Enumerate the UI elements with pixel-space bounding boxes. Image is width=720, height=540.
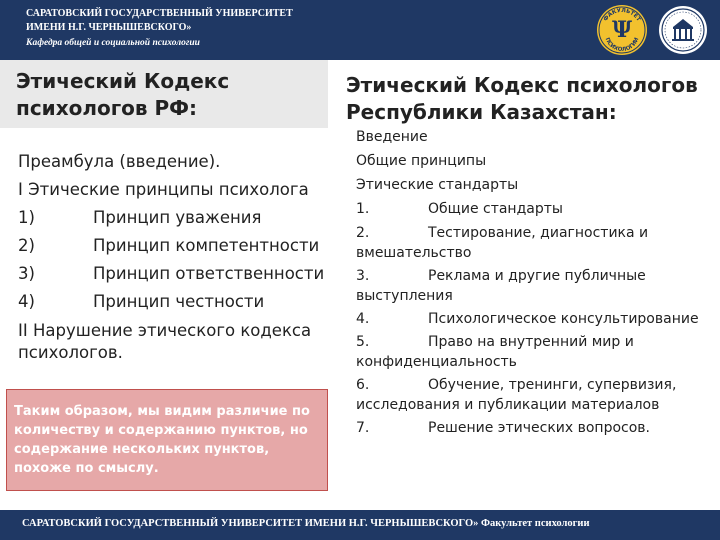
item-number: 4) xyxy=(18,292,35,311)
left-column-title: Этический Кодекс психологов РФ: xyxy=(16,69,230,120)
item-number: 4. xyxy=(356,311,370,327)
item-text: Принцип честности xyxy=(93,292,265,311)
footer-bar xyxy=(0,510,720,540)
item-text: Обучение, тренинги, супервизия, исследования и публикации материалов xyxy=(356,377,677,413)
list-item: Этические стандарты xyxy=(356,177,519,193)
kz-code-contents xyxy=(356,127,716,442)
rf-code-contents xyxy=(18,148,328,364)
list-item xyxy=(356,418,716,439)
list-item: II Нарушение этического кодекса психологов. xyxy=(18,321,312,362)
item-number: 5. xyxy=(356,334,370,350)
footer-text: САРАТОВСКИЙ ГОСУДАРСТВЕННЫЙ УНИВЕРСИТЕТ ИМЕНИ Н.Г. ЧЕРНЫШЕВСКОГО» Факультет психологии xyxy=(22,518,590,529)
list-item: Общие принципы xyxy=(356,153,487,169)
list-item xyxy=(356,199,716,220)
item-text: Право на внутренний мир и конфиденциальность xyxy=(356,334,634,370)
university-building-icon xyxy=(658,5,708,55)
right-column-title: Этический Кодекс психологов Республики Казахстан: xyxy=(346,73,698,124)
university-name-line1: САРАТОВСКИЙ ГОСУДАРСТВЕННЫЙ УНИВЕРСИТЕТ xyxy=(26,8,293,19)
list-item xyxy=(356,375,716,415)
item-number: 2) xyxy=(18,236,35,255)
item-text: Принцип ответственности xyxy=(93,264,325,283)
item-number: 1. xyxy=(356,201,370,217)
university-name-line2: ИМЕНИ Н.Г. ЧЕРНЫШЕВСКОГО» xyxy=(26,22,192,33)
list-item xyxy=(18,204,328,232)
item-text: Реклама и другие публичные выступления xyxy=(356,268,646,304)
item-number: 3) xyxy=(18,264,35,283)
svg-text:ФАКУЛЬТЕТ: ФАКУЛЬТЕТ xyxy=(602,7,642,23)
item-number: 3. xyxy=(356,268,370,284)
item-number: 1) xyxy=(18,208,35,227)
list-item xyxy=(18,288,328,316)
faculty-psychology-logo xyxy=(596,4,648,56)
svg-text:ПСИХОЛОГИИ: ПСИХОЛОГИИ xyxy=(603,36,641,54)
department-name: Кафедра общей и социальной психологии xyxy=(26,38,200,48)
item-text: Тестирование, диагностика и вмешательство xyxy=(356,225,649,261)
psi-icon: Ψ xyxy=(611,17,633,43)
item-text: Решение этических вопросов. xyxy=(428,420,650,436)
item-text: Общие стандарты xyxy=(428,201,563,217)
item-text: Принцип уважения xyxy=(93,208,262,227)
list-item xyxy=(356,266,716,306)
item-number: 2. xyxy=(356,225,370,241)
list-item xyxy=(356,309,716,329)
list-item xyxy=(18,260,328,288)
header-bar xyxy=(0,0,720,60)
list-item: Преамбула (введение). xyxy=(18,152,221,171)
list-item: I Этические принципы психолога xyxy=(18,180,309,199)
item-text: Принцип компетентности xyxy=(93,236,320,255)
list-item xyxy=(356,332,716,372)
list-item xyxy=(356,223,716,263)
list-item: Введение xyxy=(356,129,428,145)
conclusion-note: Таким образом, мы видим различие по количеству и содержанию пунктов, но содержание нескольких пунктов, похоже по смыслу. xyxy=(6,389,328,491)
list-item xyxy=(18,232,328,260)
item-text: Психологическое консультирование xyxy=(428,311,699,327)
item-number: 7. xyxy=(356,420,370,436)
item-number: 6. xyxy=(356,377,370,393)
